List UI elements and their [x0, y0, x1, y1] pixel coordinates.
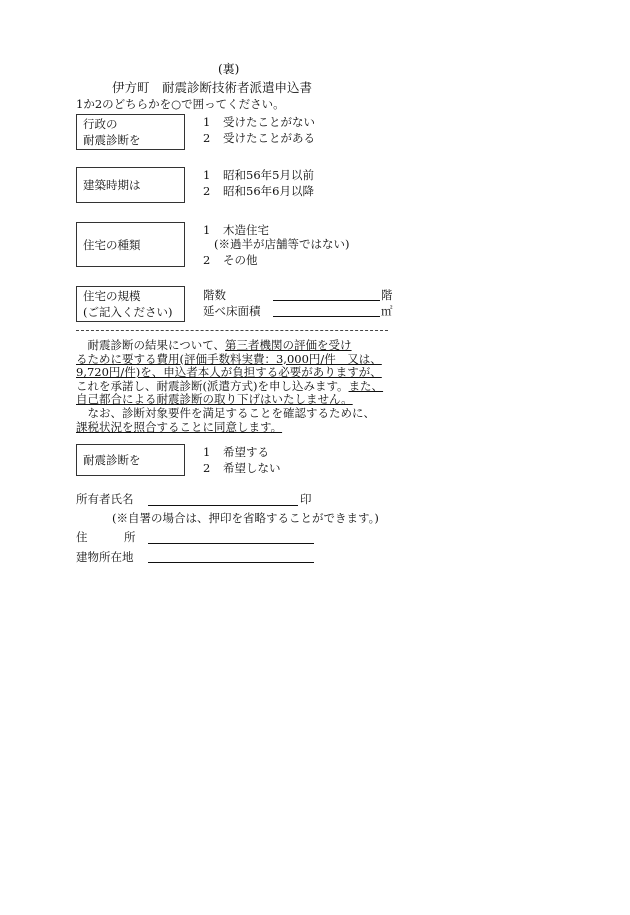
- admin-option-2-text: 受けたことがある: [223, 131, 315, 145]
- notice-line-4b: また、: [348, 378, 384, 393]
- floors-unit: 階: [381, 288, 393, 302]
- type-option-1-text: 木造住宅: [223, 223, 269, 237]
- page-title: 伊方町 耐震診断技術者派遣申込書: [112, 80, 313, 95]
- area-input-line[interactable]: [273, 316, 380, 317]
- address-line[interactable]: [148, 543, 314, 544]
- seal-note: (※自署の場合は、押印を省略することができます。): [112, 511, 379, 525]
- wish-option-2[interactable]: [203, 460, 281, 477]
- notice-line-5: 自己都合による耐震診断の取り下げはいたしません。: [76, 392, 353, 407]
- type-option-2[interactable]: [203, 252, 258, 269]
- type-option-1-note: (※過半が店舗等ではない): [214, 237, 350, 251]
- wish-option-2-num: 2: [203, 461, 211, 475]
- notice-line-3: 9,720円/件)を、申込者本人が負担する必要がありますが、: [76, 365, 382, 380]
- wish-option-1-num: 1: [203, 445, 211, 459]
- period-option-2[interactable]: [203, 183, 314, 200]
- type-option-2-num: 2: [203, 253, 211, 267]
- owner-name-label: 所有者氏名: [76, 492, 134, 506]
- notice-line-2: るために要する費用(評価手数料実費：3,000円/件 又は、: [76, 351, 382, 366]
- admin-label-line2: 耐震診断を: [83, 133, 141, 147]
- address-label-2: 所: [124, 530, 136, 544]
- admin-option-2-num: 2: [203, 131, 211, 145]
- admin-option-1[interactable]: [203, 114, 315, 131]
- instruction-text: 1か2のどちらかを○で囲ってください。: [76, 97, 285, 111]
- notice-line-4a: これを承諾し、耐震診断(派遣方式)を申し込みます。: [76, 378, 349, 393]
- floors-input-line[interactable]: [273, 300, 380, 301]
- admin-option-1-text: 受けたことがない: [223, 115, 315, 129]
- area-unit: ㎡: [381, 304, 393, 318]
- wish-option-1-text: 希望する: [223, 445, 269, 459]
- scale-label-box: [76, 286, 185, 322]
- period-option-1-text: 昭和56年5月以前: [223, 168, 314, 182]
- wish-label: 耐震診断を: [83, 453, 141, 467]
- notice-line-1a: 耐震診断の結果について、: [76, 338, 226, 352]
- type-label-box: [76, 222, 185, 267]
- admin-label-box: [76, 114, 185, 150]
- owner-name-line[interactable]: [148, 505, 298, 506]
- admin-option-1-num: 1: [203, 115, 211, 129]
- type-option-2-text: その他: [223, 253, 258, 267]
- wish-option-2-text: 希望しない: [223, 461, 281, 475]
- address-label-1: 住: [76, 530, 88, 544]
- area-label: 延べ床面積: [203, 304, 261, 318]
- period-option-2-num: 2: [203, 184, 211, 198]
- period-option-2-text: 昭和56年6月以降: [223, 184, 314, 198]
- period-label: 建築時期は: [83, 178, 141, 192]
- type-label: 住宅の種類: [83, 238, 141, 252]
- dashed-divider: [76, 330, 388, 331]
- period-option-1-num: 1: [203, 168, 211, 182]
- building-location-line[interactable]: [148, 562, 314, 563]
- notice-line-7: 課税状況を照合することに同意します。: [76, 419, 283, 434]
- type-option-1-num: 1: [203, 223, 211, 237]
- wish-label-box: [76, 444, 185, 476]
- scale-label-line1: 住宅の規模: [83, 289, 141, 303]
- period-label-box: [76, 167, 185, 203]
- admin-label-line1: 行政の: [83, 117, 118, 131]
- notice-line-1: [76, 339, 396, 353]
- building-location-label: 建物所在地: [76, 550, 134, 564]
- seal-mark: 印: [300, 492, 312, 506]
- admin-option-2[interactable]: [203, 130, 315, 147]
- period-option-1[interactable]: [203, 167, 314, 184]
- notice-line-6: なお、診断対象要件を満足することを確認するために、: [76, 405, 375, 420]
- notice-line-1b: 第三者機関の評価を受け: [225, 338, 352, 352]
- notice-line-4: [76, 380, 396, 394]
- notice-paragraph: [76, 339, 396, 434]
- floors-label: 階数: [203, 288, 226, 302]
- scale-label-line2: (ご記入ください): [83, 305, 173, 319]
- side-label: (裏): [218, 62, 240, 76]
- wish-option-1[interactable]: [203, 444, 269, 461]
